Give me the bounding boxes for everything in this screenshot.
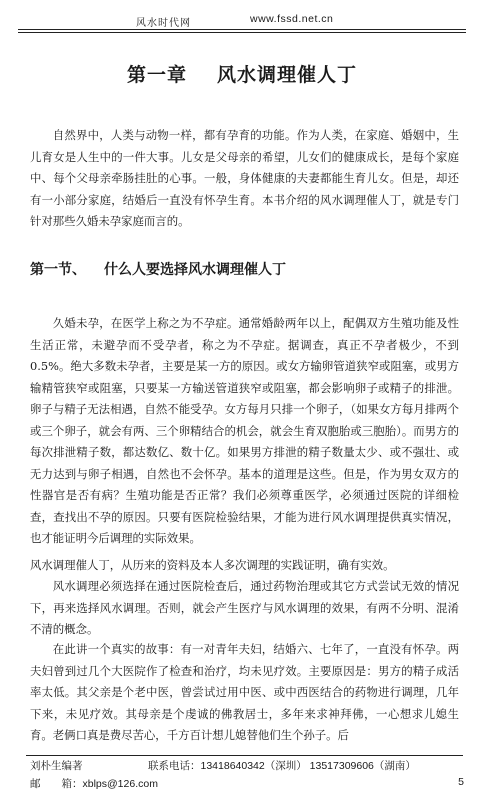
section-paragraph-4: 在此讲一个真实的故事：有一对青年夫妇，结婚六、七年了，一直没有怀孕。两夫妇曾到过几个大医院作了检查和治疗，均未见疗效。主要原因是：男方的精子成活率太低。其父亲是个老中医，曾尝试过用中医、或中西医结合的药物进行调理，几年下来，未见疗效。其母亲是个虔诚的佛教居士，多年来求神拜佛，一心想求儿媳生育。老俩口真是费尽苦心，千方百计想儿媳替他们生个孙子。后 bbox=[30, 642, 459, 742]
header-site-name: 风水时代网 bbox=[136, 18, 191, 29]
running-header bbox=[18, 8, 466, 30]
header-rule-thin bbox=[18, 32, 466, 33]
header-site-url: www.fssd.net.cn bbox=[250, 13, 334, 25]
footer-author: 刘朴生编著 bbox=[30, 760, 83, 772]
section-paragraph-1: 久婚未孕，在医学上称之为不孕症。通常婚龄两年以上，配偶双方生殖功能及性生活正常，未避孕而不受孕者，称之为不孕症。据调查，真正不孕者极少，不到0.5%。绝大多数未孕者，主要是某一方的原因。或女方输卵管道狭窄或阻塞，或男方输精管狭窄或阻塞，只要某一方输送管道狭窄或阻塞，都会影响卵子或精子的排泄。卵子与精子无法相遇，自然不能受孕。女方每月只排一个卵子，（如果女方每月排两个或三个卵子，就会有两、三个卵精结合的机会，就会生育双胞胎或三胞胎）。而男方的每次排泄精子数，都达数亿、数十亿。如果男方排泄的精子数量太少、或不强壮、或无力达到与卵子相遇，自然也不会怀孕。基本的道理是这些。但是，作为男女双方的性器官是否有病？生殖功能是否正常？我们必须尊重医学，必须通过医院的详细检查，查找出不孕的原因。只要有医院检验结果，才能为进行风水调理提供真实情况，也才能证明今后调理的实际效果。 bbox=[30, 316, 459, 545]
footer-contact: 联系电话：13418640342（深圳） 13517309606（湖南） bbox=[148, 760, 416, 772]
header-rule bbox=[18, 29, 466, 30]
section-number: 第一节、 bbox=[30, 262, 86, 278]
chapter-name: 风水调理催人丁 bbox=[217, 64, 358, 86]
chapter-title bbox=[0, 60, 484, 87]
section-name: 什么人要选择风水调理催人丁 bbox=[104, 262, 286, 278]
intro-paragraph: 自然界中，人类与动物一样，都有孕育的功能。作为人类，在家庭、婚姻中，生儿育女是人生中的一件大事。儿女是父母亲的希望，儿女们的健康成长，是每个家庭中、每个父母亲牵肠挂肚的心事。一般，身体健康的夫妻都能生育儿女。但是，却还有一小部分家庭，结婚后一直没有怀孕生育。本书介绍的风水调理催人丁，就是专门针对那些久婚未孕家庭而言的。 bbox=[30, 128, 459, 228]
section-title bbox=[30, 259, 286, 279]
footer-email: 邮 箱：xblps@126.com bbox=[30, 778, 158, 790]
page-number: 5 bbox=[458, 776, 464, 788]
section-paragraph-3: 风水调理必须选择在通过医院检查后，通过药物治理或其它方式尝试无效的情况下，再来选择风水调理。否则，就会产生医疗与风水调理的效果，有两不分明、混淆不清的概念。 bbox=[30, 579, 459, 636]
footer-rule bbox=[26, 755, 463, 756]
chapter-number: 第一章 bbox=[126, 64, 187, 86]
section-paragraph-2: 风水调理催人丁，从历来的资料及本人多次调理的实践证明，确有实效。 bbox=[30, 558, 395, 572]
